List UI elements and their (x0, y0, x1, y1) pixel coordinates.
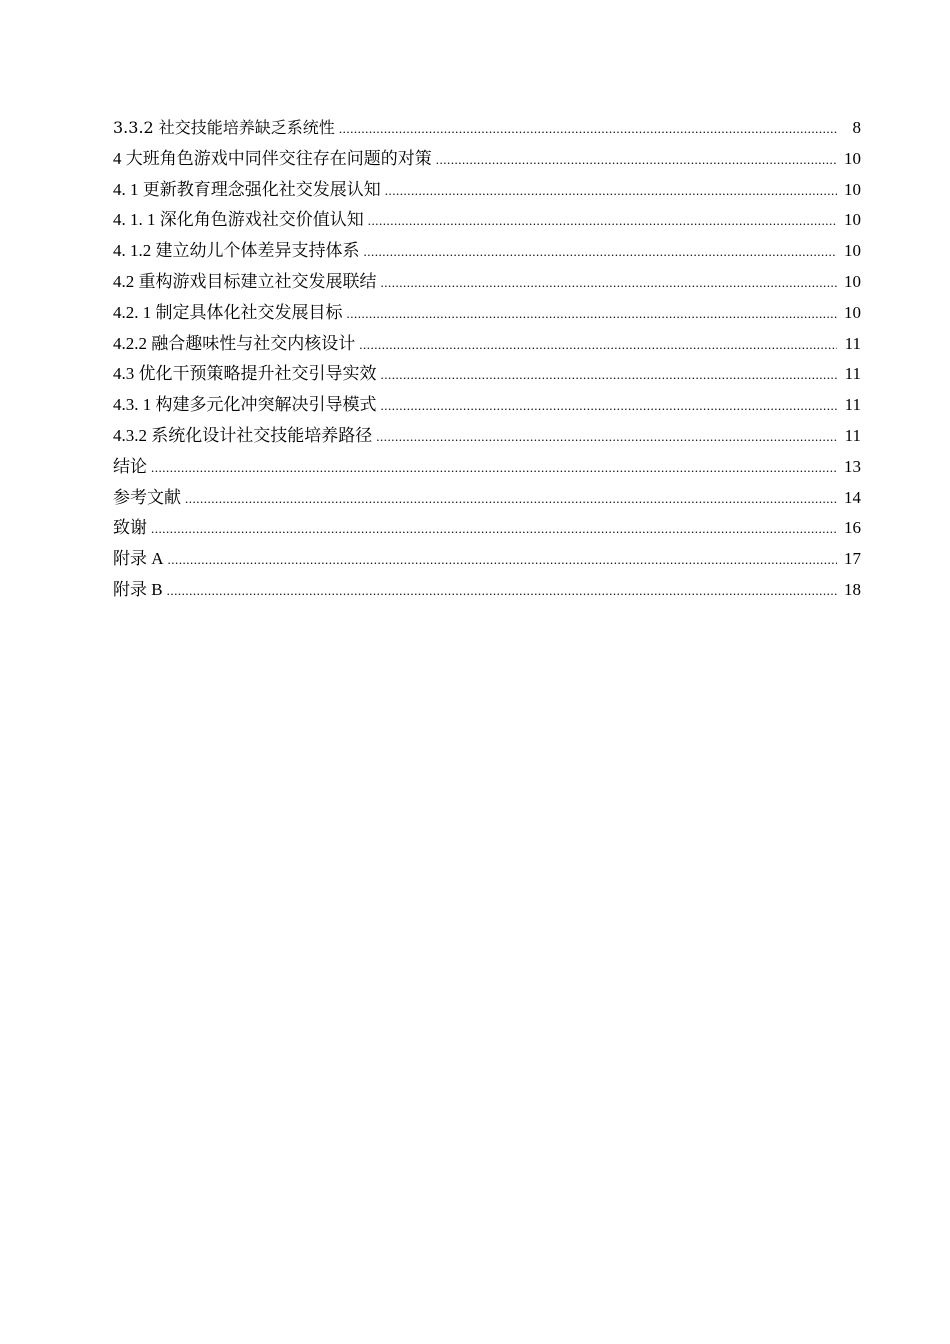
toc-entry[interactable] (113, 175, 861, 206)
toc-entry[interactable] (113, 236, 861, 267)
toc-entry[interactable] (113, 452, 861, 483)
toc-page-number: 17 (844, 549, 861, 569)
toc-entry-label: 4.2.2 融合趣味性与社交内核设计 (113, 333, 356, 353)
toc-entry-label: 参考文献 (113, 487, 181, 507)
toc-dot-leader (347, 299, 838, 330)
toc-entry-label: 附录 A (113, 549, 164, 569)
toc-entry-label: 结论 (113, 456, 147, 476)
toc-page-number: 13 (844, 456, 861, 476)
toc-entry-label: 4 大班角色游戏中同伴交往存在问题的对策 (113, 148, 432, 168)
toc-page-number: 8 (852, 118, 861, 137)
toc-entry-label: 附录 B (113, 579, 163, 599)
toc-dot-leader (167, 576, 837, 607)
toc-page-number: 11 (844, 425, 861, 445)
toc-page-number: 16 (844, 518, 861, 538)
toc-page-number: 10 (844, 241, 861, 261)
table-of-contents (113, 113, 861, 606)
toc-entry[interactable] (113, 205, 861, 236)
toc-entry[interactable] (113, 544, 861, 575)
toc-entry[interactable] (113, 390, 861, 421)
toc-entry[interactable] (113, 298, 861, 329)
toc-page-number: 18 (844, 579, 861, 599)
toc-page-number: 11 (844, 395, 861, 415)
toc-dot-leader (381, 391, 838, 422)
toc-dot-leader (385, 176, 837, 207)
toc-entry[interactable] (113, 575, 861, 606)
toc-dot-leader (381, 268, 838, 299)
toc-entry-label: 4.2. 1 制定具体化社交发展目标 (113, 302, 343, 322)
toc-page-number: 11 (844, 333, 861, 353)
toc-entry-label: 4. 1 更新教育理念强化社交发展认知 (113, 179, 381, 199)
toc-entry-label: 4.3. 1 构建多元化冲突解决引导模式 (113, 395, 377, 415)
toc-entry[interactable] (113, 513, 861, 544)
toc-page-number: 10 (844, 148, 861, 168)
toc-entry-label: 致谢 (113, 518, 147, 538)
toc-entry-label: 4.2 重构游戏目标建立社交发展联结 (113, 271, 377, 291)
toc-dot-leader (381, 360, 838, 391)
toc-page-number: 10 (844, 210, 861, 230)
toc-dot-leader (151, 453, 837, 484)
toc-entry[interactable] (113, 483, 861, 514)
toc-page-number: 14 (844, 487, 861, 507)
toc-dot-leader (185, 484, 837, 515)
toc-page-number: 10 (844, 302, 861, 322)
toc-entry[interactable] (113, 421, 861, 452)
toc-dot-leader (168, 545, 837, 576)
toc-entry[interactable] (113, 359, 861, 390)
toc-dot-leader (364, 237, 838, 268)
toc-page-number: 10 (844, 271, 861, 291)
toc-dot-leader (359, 330, 837, 361)
toc-entry[interactable] (113, 144, 861, 175)
toc-entry[interactable] (113, 113, 861, 144)
toc-dot-leader (376, 422, 837, 453)
toc-page-number: 11 (844, 364, 861, 384)
toc-entry-label: 4.3.2 系统化设计社交技能培养路径 (113, 425, 373, 445)
toc-entry[interactable] (113, 329, 861, 360)
toc-page-number: 10 (844, 179, 861, 199)
toc-entry-label: 4.3 优化干预策略提升社交引导实效 (113, 364, 377, 384)
toc-entry-label: 4. 1. 1 深化角色游戏社交价值认知 (113, 210, 364, 230)
toc-dot-leader (368, 206, 837, 237)
toc-entry-label: 3.3.2 社交技能培养缺乏系统性 (113, 118, 335, 137)
toc-dot-leader (339, 114, 837, 145)
toc-entry[interactable] (113, 267, 861, 298)
toc-dot-leader (436, 145, 837, 176)
toc-entry-label: 4. 1.2 建立幼儿个体差异支持体系 (113, 241, 360, 261)
toc-dot-leader (151, 514, 837, 545)
